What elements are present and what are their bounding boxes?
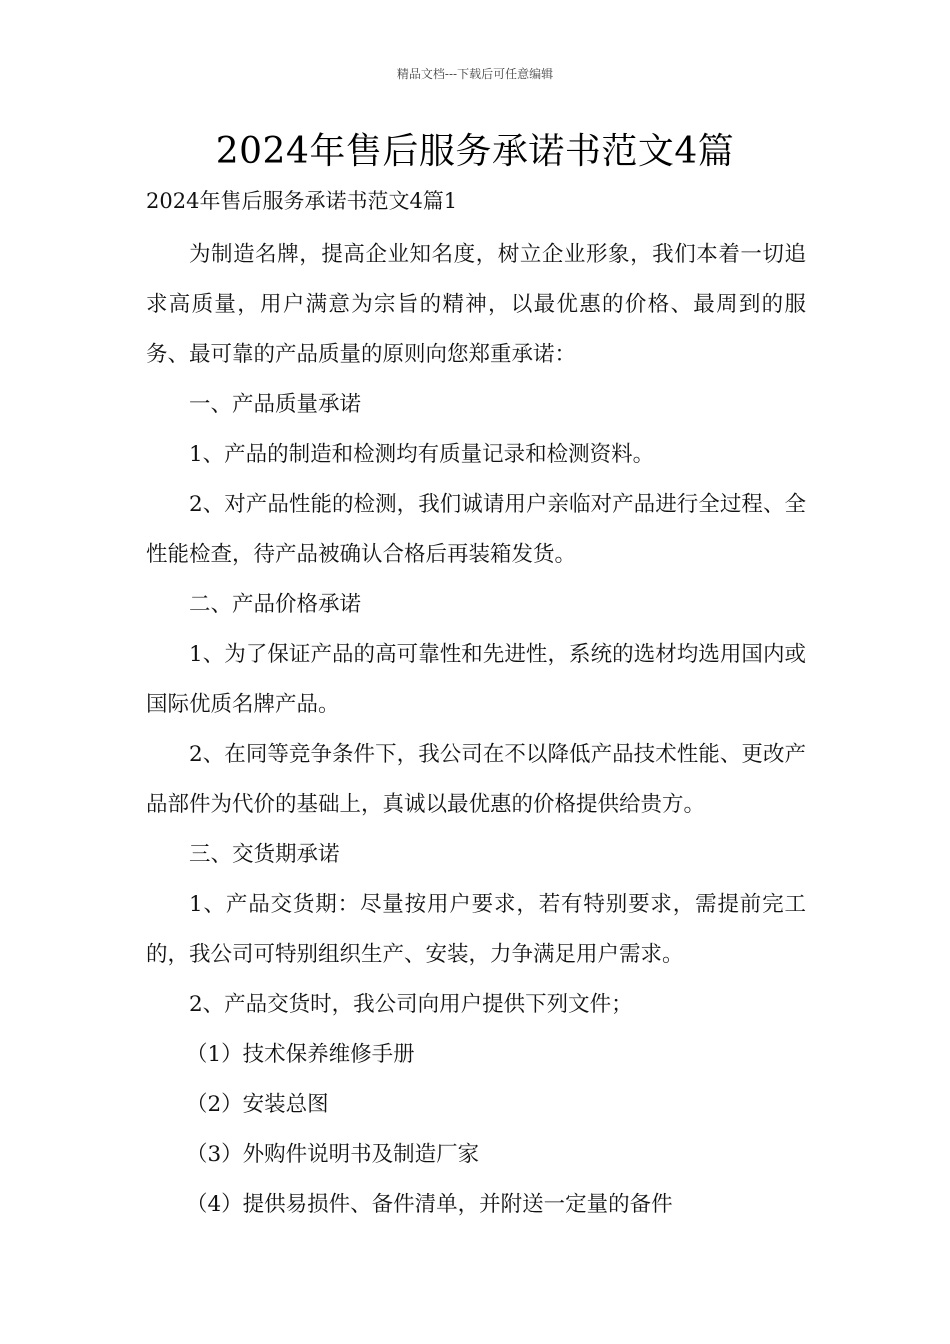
document-title: 2024年售后服务承诺书范文4篇 [215,131,735,172]
heading-price: 二、产品价格承诺 [189,592,362,617]
paragraph: 1、产品的制造和检测均有质量记录和检测资料。 [189,442,655,467]
paragraph: 1、为了保证产品的高可靠性和先进性，系统的选材均选用国内或国际优质名牌产品。 [146,642,806,717]
list-item: （4）提供易损件、备件清单，并附送一定量的备件 [186,1192,673,1217]
intro-paragraph: 为制造名牌，提高企业知名度，树立企业形象，我们本着一切追求高质量，用户满意为宗旨的精神，以最优惠的价格、最周到的服务、最可靠的产品质量的原则向您郑重承诺： [146,242,806,367]
list-item: （1）技术保养维修手册 [186,1042,415,1067]
paragraph: 2、产品交货时，我公司向用户提供下列文件； [189,992,633,1017]
paragraph: 1、产品交货期：尽量按用户要求，若有特别要求，需提前完工的，我公司可特别组织生产、安装，力争满足用户需求。 [146,892,806,967]
heading-quality: 一、产品质量承诺 [189,392,362,417]
paragraph: 2、在同等竞争条件下，我公司在不以降低产品技术性能、更改产品部件为代价的基础上，真诚以最优惠的价格提供给贵方。 [146,742,806,817]
list-item: （3）外购件说明书及制造厂家 [186,1142,480,1167]
list-item: （2）安装总图 [186,1092,329,1117]
section-heading: 2024年售后服务承诺书范文4篇1 [146,189,458,213]
header-note: 精品文档---下载后可任意编辑 [396,67,554,81]
paragraph: 2、对产品性能的检测，我们诚请用户亲临对产品进行全过程、全性能检查，待产品被确认合格后再装箱发货。 [146,492,806,567]
heading-delivery: 三、交货期承诺 [189,842,340,867]
document-body [146,230,806,1230]
